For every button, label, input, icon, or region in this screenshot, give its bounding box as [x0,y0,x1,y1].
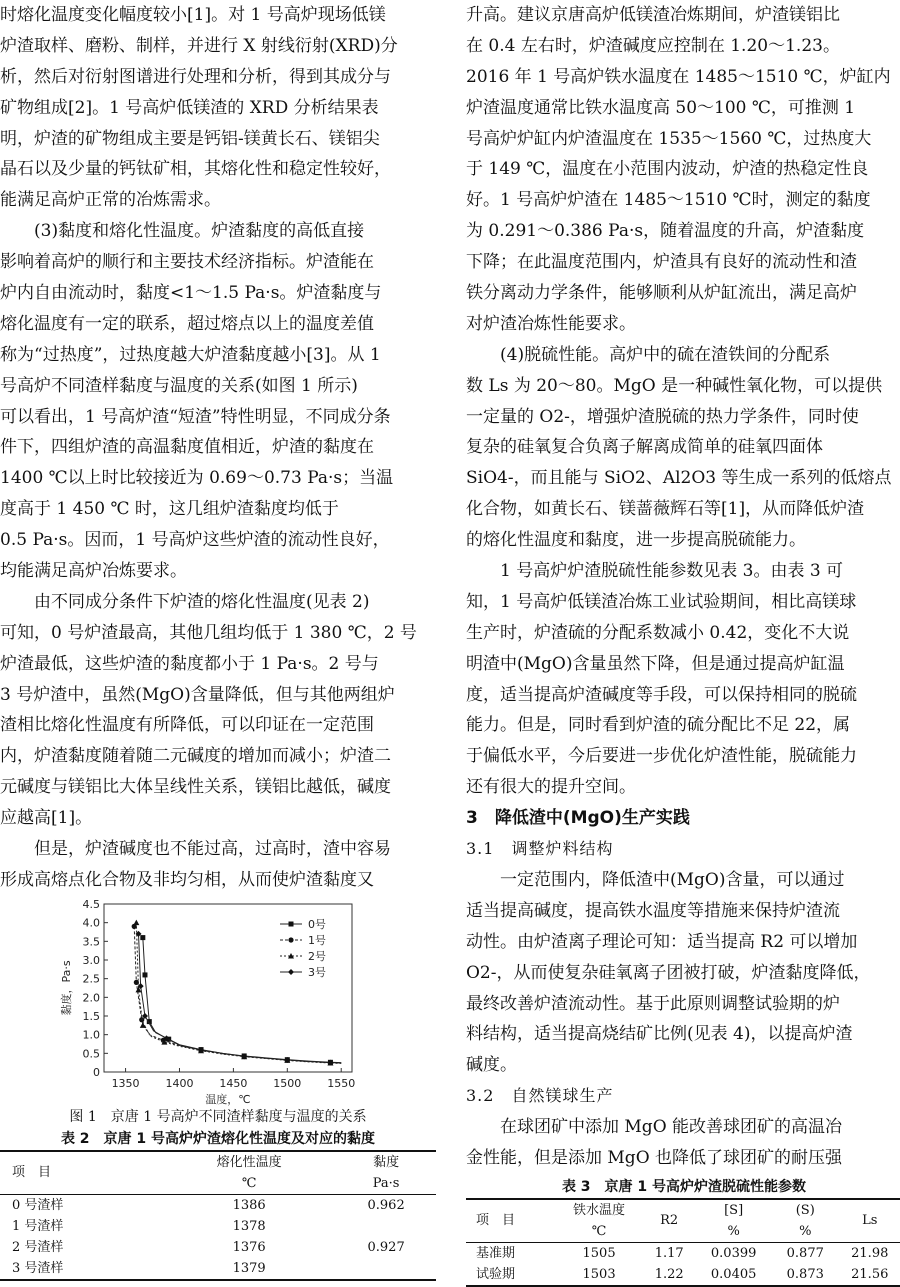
left-column [0,0,436,1281]
table3-head-ls: Ls [838,1199,900,1243]
text-line: 金性能，但是添加 MgO 也降低了球团矿的耐压强 [466,1143,900,1174]
subsection-3-2-heading: 3.2 自然镁球生产 [466,1081,900,1112]
y-tick-label: 2.5 [83,972,101,985]
table3-cell-iron: 1503 [554,1264,644,1286]
table2-title: 表 2 京唐 1 号高炉炉渣熔化性温度及对应的黏度 [0,1128,436,1150]
table3-cell-s2: 0.873 [773,1264,837,1286]
text-line: 应越高[1]。 [0,803,436,834]
table3-head-s2-unit: % [773,1221,837,1243]
text-line: 可知，0 号炉渣最高，其他几组均低于 1 380 ℃，2 号 [0,618,436,649]
table3-cell-r2: 1.22 [644,1264,694,1286]
viscosity-chart-svg [0,896,436,1106]
table2-head-visc-unit: Pa·s [336,1173,436,1195]
text-line: 能力。但是，同时看到炉渣的硫分配比不足 22，属 [466,710,900,741]
section-3-heading: 3 降低渣中(MgO)生产实践 [466,803,900,834]
right-para-b [466,340,900,556]
y-tick-label: 1.0 [83,1028,101,1041]
text-line: 于 149 ℃，温度在小范围内波动，炉渣的热稳定性良 [466,154,900,185]
table3-cell-item: 试验期 [466,1264,554,1286]
text-line: 但是，炉渣碱度也不能过高，过高时，渣中容易 [0,834,436,865]
table-row [0,1216,436,1237]
x-axis-label: 温度，℃ [205,1092,250,1106]
text-line: (3)黏度和熔化性温度。炉渣黏度的高低直接 [0,216,436,247]
table3-cell-r2: 1.17 [644,1242,694,1264]
text-line: 晶石以及少量的钙钛矿相，其熔化性和稳定性较好， [0,154,436,185]
table2-cell-visc [336,1216,436,1237]
x-tick-label: 1450 [219,1077,247,1090]
text-line: 料结构，适当提高烧结矿比例(见表 4)，以提高炉渣 [466,1019,900,1050]
table3 [466,1198,900,1287]
data-point [133,919,139,925]
y-tick-label: 2.0 [83,991,101,1004]
table3-head-item: 项 目 [466,1199,554,1243]
table2-cell-visc: 0.962 [336,1194,436,1216]
x-tick-label: 1550 [327,1077,355,1090]
text-line: 件下，四组炉渣的高温黏度值相近，炉渣的黏度在 [0,432,436,463]
y-tick-label: 0 [93,1066,100,1079]
text-line: 铁分离动力学条件，能够顺利从炉缸流出，满足高炉 [466,278,900,309]
text-line: 下降；在此温度范围内，炉渣具有良好的流动性和渣 [466,247,900,278]
table2-head-visc: 黏度 [336,1151,436,1173]
table3-cell-ls: 21.98 [838,1242,900,1264]
text-line: 1400 ℃以上时比较接近为 0.69～0.73 Pa·s；当温 [0,463,436,494]
text-line: 明渣中(MgO)含量虽然下降，但是通过提高炉缸温 [466,649,900,680]
table2-cell-temp: 1376 [162,1237,336,1258]
y-tick-label: 3.0 [83,954,101,967]
legend-label: 0号 [308,918,326,931]
legend-label: 3号 [308,966,326,979]
text-line: 一定量的 O2-，增强炉渣脱硫的热力学条件，同时使 [466,402,900,433]
text-line: 复杂的硅氧复合负离子解离成简单的硅氧四面体 [466,432,900,463]
table3-cell-ls: 21.56 [838,1264,900,1286]
table-row [0,1237,436,1258]
right-column [466,0,900,1287]
viscosity-chart [0,896,436,1106]
table3-head-iron: 铁水温度 [554,1199,644,1221]
text-line: 升高。建议京唐高炉低镁渣冶炼期间，炉渣镁铝比 [466,0,900,31]
table2-cell-temp: 1378 [162,1216,336,1237]
table3-cell-s: 0.0399 [694,1242,773,1264]
y-tick-label: 0.5 [83,1047,101,1060]
table2-head-temp: 熔化性温度 [162,1151,336,1173]
left-para-c [0,587,436,834]
text-line: 最终改善炉渣流动性。基于此原则调整试验期的炉 [466,989,900,1020]
table3-head-s-unit: % [694,1221,773,1243]
right-para-c [466,556,900,803]
data-point [142,972,147,977]
x-tick-label: 1500 [273,1077,301,1090]
table2-head-item: 项 目 [0,1151,162,1195]
text-line: 形成高熔点化合物及非均匀相，从而使炉渣黏度又 [0,865,436,896]
table3-head-s: [S] [694,1199,773,1221]
text-line: 能满足高炉正常的冶炼需求。 [0,185,436,216]
text-line: 对炉渣冶炼性能要求。 [466,309,900,340]
text-line: 数 Ls 为 20～80。MgO 是一种碱性氧化物，可以提供 [466,371,900,402]
text-line: 1 号高炉炉渣脱硫性能参数见表 3。由表 3 可 [466,556,900,587]
left-para-d [0,834,436,896]
text-line: 0.5 Pa·s。因而，1 号高炉这些炉渣的流动性良好， [0,525,436,556]
data-point [140,935,145,940]
table2-cell-item: 0 号渣样 [0,1194,162,1216]
text-line: 一定范围内，降低渣中(MgO)含量，可以通过 [466,865,900,896]
right-para-d [466,865,900,1081]
table-row [466,1264,900,1286]
table3-title: 表 3 京唐 1 号高炉炉渣脱硫性能参数 [466,1176,900,1198]
table3-head-s2: (S) [773,1199,837,1221]
left-para-a [0,0,436,216]
text-line: 适当提高碱度，提高铁水温度等措施来保持炉渣流 [466,896,900,927]
text-line: 由不同成分条件下炉渣的熔化性温度(见表 2) [0,587,436,618]
table3-head-r2: R2 [644,1199,694,1243]
text-line: 影响着高炉的顺行和主要技术经济指标。炉渣能在 [0,247,436,278]
text-line: 碱度。 [466,1050,900,1081]
text-line: 的熔化性温度和黏度，进一步提高脱硫能力。 [466,525,900,556]
text-line: 度高于 1 450 ℃ 时，这几组炉渣黏度均低于 [0,494,436,525]
text-line: 度，适当提高炉渣碱度等手段，可以保持相同的脱硫 [466,680,900,711]
text-line: 3 号炉渣中，虽然(MgO)含量降低，但与其他两组炉 [0,680,436,711]
text-line: 2016 年 1 号高炉铁水温度在 1485～1510 ℃，炉缸内 [466,62,900,93]
right-para-e [466,1112,900,1174]
subsection-3-1-heading: 3.1 调整炉料结构 [466,834,900,865]
legend-label: 2号 [308,950,326,963]
text-line: 内，炉渣黏度随着随二元碱度的增加而减小；炉渣二 [0,741,436,772]
table2-cell-temp: 1379 [162,1258,336,1280]
table2-cell-item: 3 号渣样 [0,1258,162,1280]
table3-cell-iron: 1505 [554,1242,644,1264]
data-point [288,937,293,942]
table2-cell-visc: 0.927 [336,1237,436,1258]
text-line: 炉内自由流动时，黏度<1～1.5 Pa·s。炉渣黏度与 [0,278,436,309]
text-line: 炉渣取样、磨粉、制样，并进行 X 射线衍射(XRD)分 [0,31,436,62]
left-para-b [0,216,436,587]
text-line: 时熔化温度变化幅度较小[1]。对 1 号高炉现场低镁 [0,0,436,31]
table2-head-temp-unit: ℃ [162,1173,336,1195]
data-point [288,969,294,975]
y-tick-label: 4.0 [83,916,101,929]
table3-cell-item: 基准期 [466,1242,554,1264]
table2-cell-item: 1 号渣样 [0,1216,162,1237]
text-line: 于偏低水平，今后要进一步优化炉渣性能，脱硫能力 [466,741,900,772]
text-line: 均能满足高炉冶炼要求。 [0,556,436,587]
text-line: 熔化温度有一定的联系，超过熔点以上的温度差值 [0,309,436,340]
right-para-a [466,0,900,340]
text-line: (4)脱硫性能。高炉中的硫在渣铁间的分配系 [466,340,900,371]
text-line: 在 0.4 左右时，炉渣碱度应控制在 1.20～1.23。 [466,31,900,62]
table2 [0,1150,436,1281]
y-tick-label: 3.5 [83,935,101,948]
text-line: 好。1 号高炉炉渣在 1485～1510 ℃时，测定的黏度 [466,185,900,216]
x-tick-label: 1400 [165,1077,193,1090]
text-line: O2-，从而使复杂硅氧离子团被打破，炉渣黏度降低， [466,958,900,989]
y-axis-label: 黏度，Pa·s [59,960,73,1015]
table3-head-iron-unit: ℃ [554,1221,644,1243]
table2-cell-visc [336,1258,436,1280]
table-row [0,1194,436,1216]
text-line: 析，然后对衍射图谱进行处理和分析，得到其成分与 [0,62,436,93]
figure-caption: 图 1 京唐 1 号高炉不同渣样黏度与温度的关系 [0,1106,436,1128]
text-line: 在球团矿中添加 MgO 能改善球团矿的高温冶 [466,1112,900,1143]
table2-cell-temp: 1386 [162,1194,336,1216]
y-tick-label: 1.5 [83,1010,101,1023]
text-line: 还有很大的提升空间。 [466,772,900,803]
text-line: 矿物组成[2]。1 号高炉低镁渣的 XRD 分析结果表 [0,93,436,124]
data-point [140,1022,146,1028]
legend-label: 1号 [308,934,326,947]
x-tick-label: 1350 [112,1077,140,1090]
text-line: 渣相比熔化性温度有所降低，可以印证在一定范围 [0,710,436,741]
text-line: 知，1 号高炉低镁渣冶炼工业试验期间，相比高镁球 [466,587,900,618]
text-line: 可以看出，1 号高炉渣“短渣”特性明显，不同成分条 [0,402,436,433]
text-line: 号高炉炉缸内炉渣温度在 1535～1560 ℃，过热度大 [466,124,900,155]
table3-cell-s2: 0.877 [773,1242,837,1264]
text-line: 为 0.291～0.386 Pa·s，随着温度的升高，炉渣黏度 [466,216,900,247]
table-row [0,1258,436,1280]
text-line: 生产时，炉渣硫的分配系数减小 0.42，变化不大说 [466,618,900,649]
text-line: 炉渣温度通常比铁水温度高 50～100 ℃，可推测 1 [466,93,900,124]
table2-cell-item: 2 号渣样 [0,1237,162,1258]
table-row [466,1242,900,1264]
data-point [289,921,294,926]
text-line: 称为“过热度”，过热度越大炉渣黏度越小[3]。从 1 [0,340,436,371]
y-tick-label: 4.5 [83,898,101,911]
text-line: 明，炉渣的矿物组成主要是钙铝-镁黄长石、镁铝尖 [0,124,436,155]
text-line: 号高炉不同渣样黏度与温度的关系(如图 1 所示) [0,371,436,402]
text-line: 动性。由炉渣离子理论可知：适当提高 R2 可以增加 [466,927,900,958]
text-line: 炉渣最低，这些炉渣的黏度都小于 1 Pa·s。2 号与 [0,649,436,680]
text-line: 化合物，如黄长石、镁蔷薇辉石等[1]，从而降低炉渣 [466,494,900,525]
text-line: 元碱度与镁铝比大体呈线性关系，镁铝比越低，碱度 [0,772,436,803]
text-line: SiO4-，而且能与 SiO2、Al2O3 等生成一系列的低熔点 [466,463,900,494]
table3-cell-s: 0.0405 [694,1264,773,1286]
